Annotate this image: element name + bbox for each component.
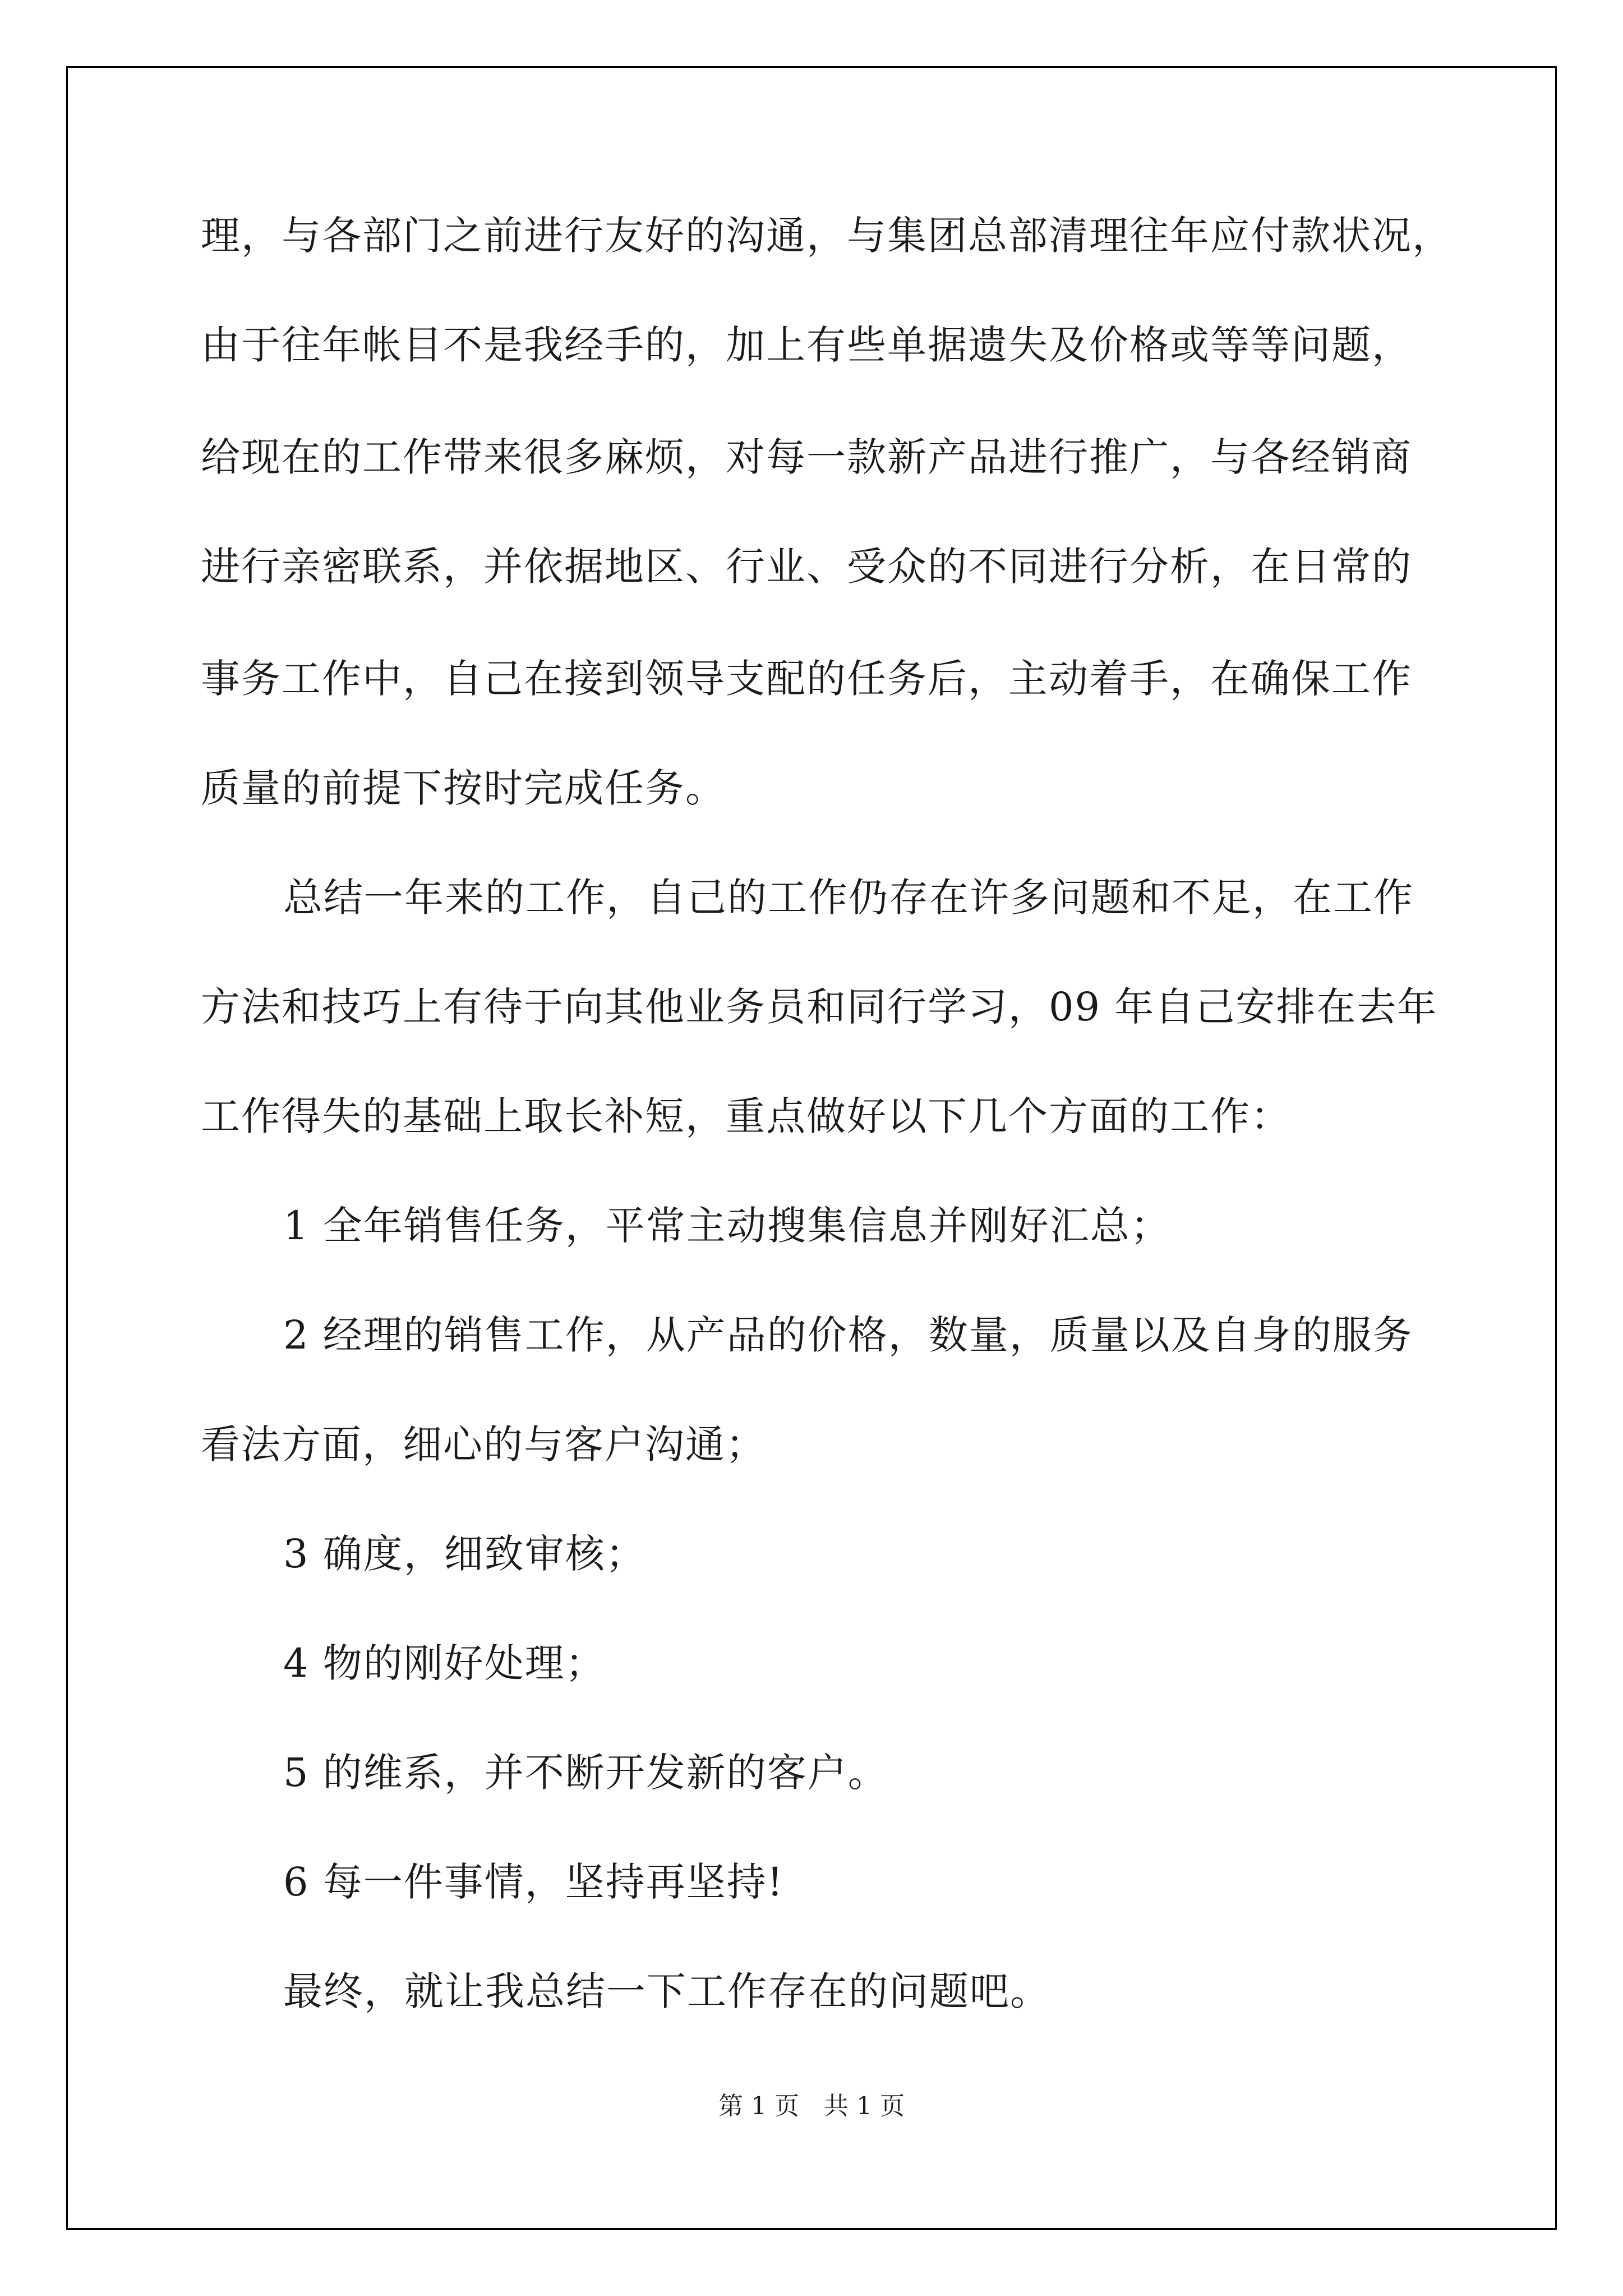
text-line: 质量的前提下按时完成任务。: [201, 765, 726, 811]
list-item: 3 确度，细致审核；: [283, 1531, 646, 1577]
list-item: 5 的维系，并不断开发新的客户。: [283, 1750, 888, 1796]
text-line: 工作得失的基础上取长补短，重点做好以下几个方面的工作：: [201, 1093, 1291, 1139]
list-item: 4 物的刚好处理；: [283, 1640, 606, 1686]
text-line: 理，与各部门之前进行友好的沟通，与集团总部清理往年应付款状况，: [201, 213, 1453, 259]
text-line: 给现在的工作带来很多麻烦，对每一款新产品进行推广，与各经销商: [201, 434, 1412, 480]
page-footer: [0, 2090, 1623, 2123]
list-item: 6 每一件事情，坚持再坚持!: [283, 1859, 784, 1905]
list-item: 1 全年销售任务，平常主动搜集信息并刚好汇总；: [283, 1203, 1171, 1249]
text-line: 看法方面，细心的与客户沟通；: [201, 1421, 766, 1467]
text-line: 事务工作中，自己在接到领导支配的任务后，主动着手，在确保工作: [201, 656, 1412, 702]
list-item: 2 经理的销售工作，从产品的价格，数量，质量以及自身的服务: [283, 1312, 1413, 1358]
page-total: 共 1 页: [824, 2092, 905, 2120]
page-number: 第 1 页: [718, 2092, 799, 2120]
paragraph-first-line: 最终，就让我总结一下工作存在的问题吧。: [283, 1968, 1050, 2014]
text-line: 由于往年帐目不是我经手的，加上有些单据遗失及价格或等等问题，: [201, 322, 1412, 368]
text-line: 方法和技巧上有待于向其他业务员和同行学习，09 年自己安排在去年: [201, 984, 1438, 1030]
paragraph-first-line: 总结一年来的工作，自己的工作仍存在许多问题和不足，在工作: [283, 875, 1414, 921]
text-line: 进行亲密联系，并依据地区、行业、受众的不同进行分析，在日常的: [201, 544, 1412, 590]
